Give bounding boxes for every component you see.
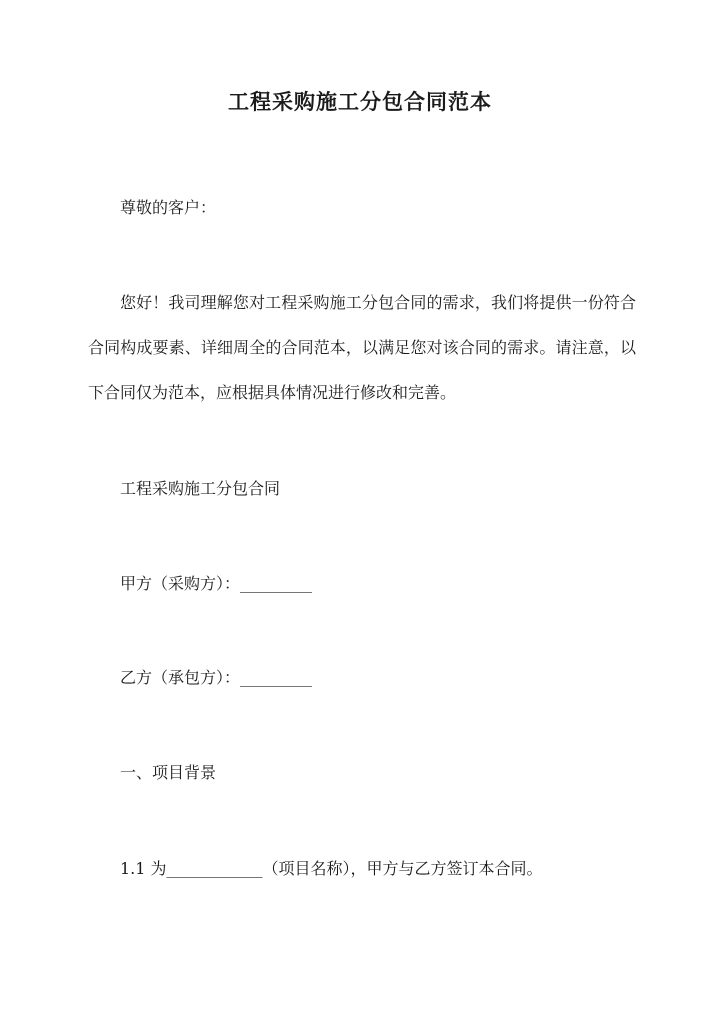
section-heading: 一、项目背景 bbox=[120, 763, 217, 782]
document-title: 工程采购施工分包合同范本 bbox=[228, 89, 492, 114]
party-a-line: 甲方（采购方）：_________ bbox=[120, 574, 313, 593]
contract-heading: 工程采购施工分包合同 bbox=[120, 479, 281, 498]
salutation: 尊敬的客户： bbox=[120, 198, 217, 217]
intro-paragraph: 您好！我司理解您对工程采购施工分包合同的需求，我们将提供一份符合合同构成要素、详细周全的合同范本，以满足您对该合同的需求。请注意，以下合同仅为范本，应根据具体情况进行修改和完善。 bbox=[88, 293, 636, 402]
clause-1-1: 1.1 为____________（项目名称），甲方与乙方签订本合同。 bbox=[120, 859, 543, 878]
party-b-line: 乙方（承包方）：_________ bbox=[120, 668, 313, 687]
